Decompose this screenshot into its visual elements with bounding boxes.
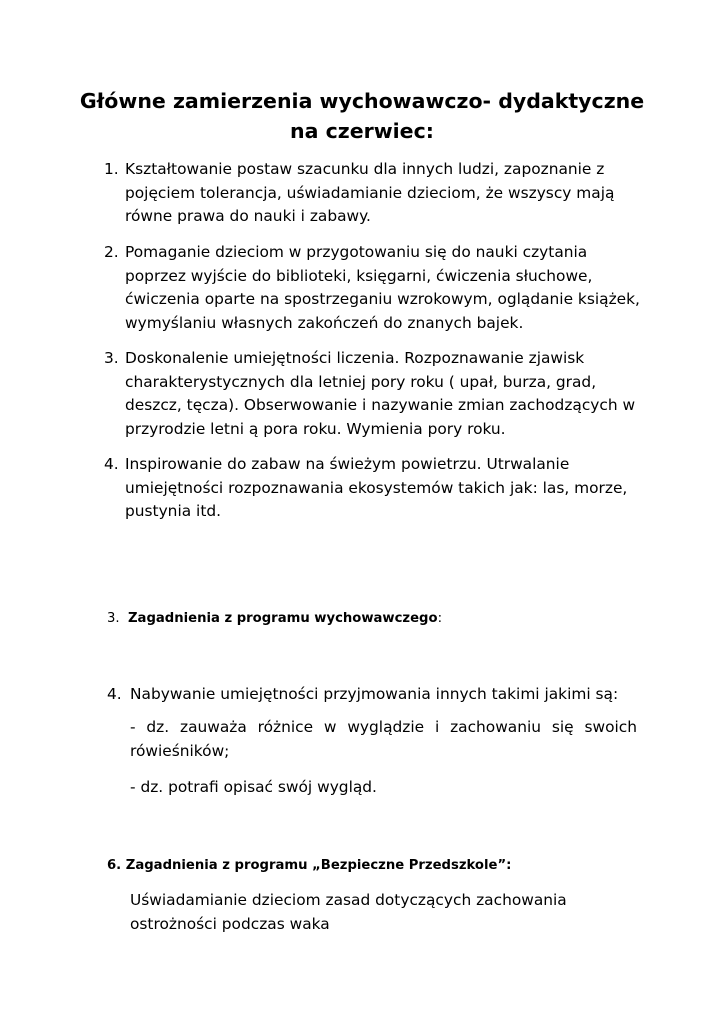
list-item [107,683,647,707]
section-heading-text: 6. Zagadnienia z programu „Bezpieczne Przedszkole”: [107,858,512,873]
list-item [104,158,644,229]
section-heading-bezpieczne-przedszkole [107,856,511,876]
list-item-text: Pomaganie dzieciom w przygotowaniu się do nauki czytania poprzez wyjście do biblioteki, księgarni, ćwiczenia słuchowe, ćwiczenia oparte na spostrzeganiu wzrokowym, oglądanie książek, wymyślaniu własnych zakończeń do znanych bajek. [125,243,640,332]
list-item [104,241,644,335]
section-heading-wychowawczy [107,609,442,629]
section-heading-text: Zagadnienia z programu wychowawczego [127,611,438,626]
list-item-number: 1. [104,160,119,178]
dash-item: - dz. potrafi opisać swój wygląd. [130,778,377,796]
document-title-line-1: Główne zamierzenia wychowawczo- dydaktyczne [79,89,645,113]
list-item-text: Inspirowanie do zabaw na świeżym powietrzu. Utrwalanie umiejętności rozpoznawania ekosystemów takich jak: las, morze, pustynia itd. [125,455,628,521]
list-item [104,347,644,441]
list-item-number: 4. [107,685,122,703]
list-item-text: Kształtowanie postaw szacunku dla innych ludzi, zapoznanie z pojęciem tolerancja, uświadamianie dzieciom, że wszyscy mają równe prawa do nauki i zabawy. [125,160,615,226]
section-heading-suffix: : [437,611,443,626]
paragraph-text: Uświadamianie dzieciom zasad dotyczących zachowania ostrożności podczas waka [130,891,567,933]
list-item [104,453,644,524]
list-item-number: 2. [104,243,119,261]
section-number: 3. [107,611,120,626]
dash-item: - dz. zauważa różnice w wyglądzie i zachowaniu się swoich rówieśników; [130,718,637,760]
document-title-line-2: na czerwiec: [290,119,434,143]
list-item-number: 4. [104,455,119,473]
list-item-number: 3. [104,349,119,367]
list-item-text: Doskonalenie umiejętności liczenia. Rozpoznawanie zjawisk charakterystycznych dla letniej pory roku ( upał, burza, grad, deszcz, tęcza). Obserwowanie i nazywanie zmian zachodzących w przyrodzie letni ą pora roku. Wymienia pory roku. [125,349,636,438]
list-item-text: Nabywanie umiejętności przyjmowania innych takimi jakimi są: [130,685,619,703]
